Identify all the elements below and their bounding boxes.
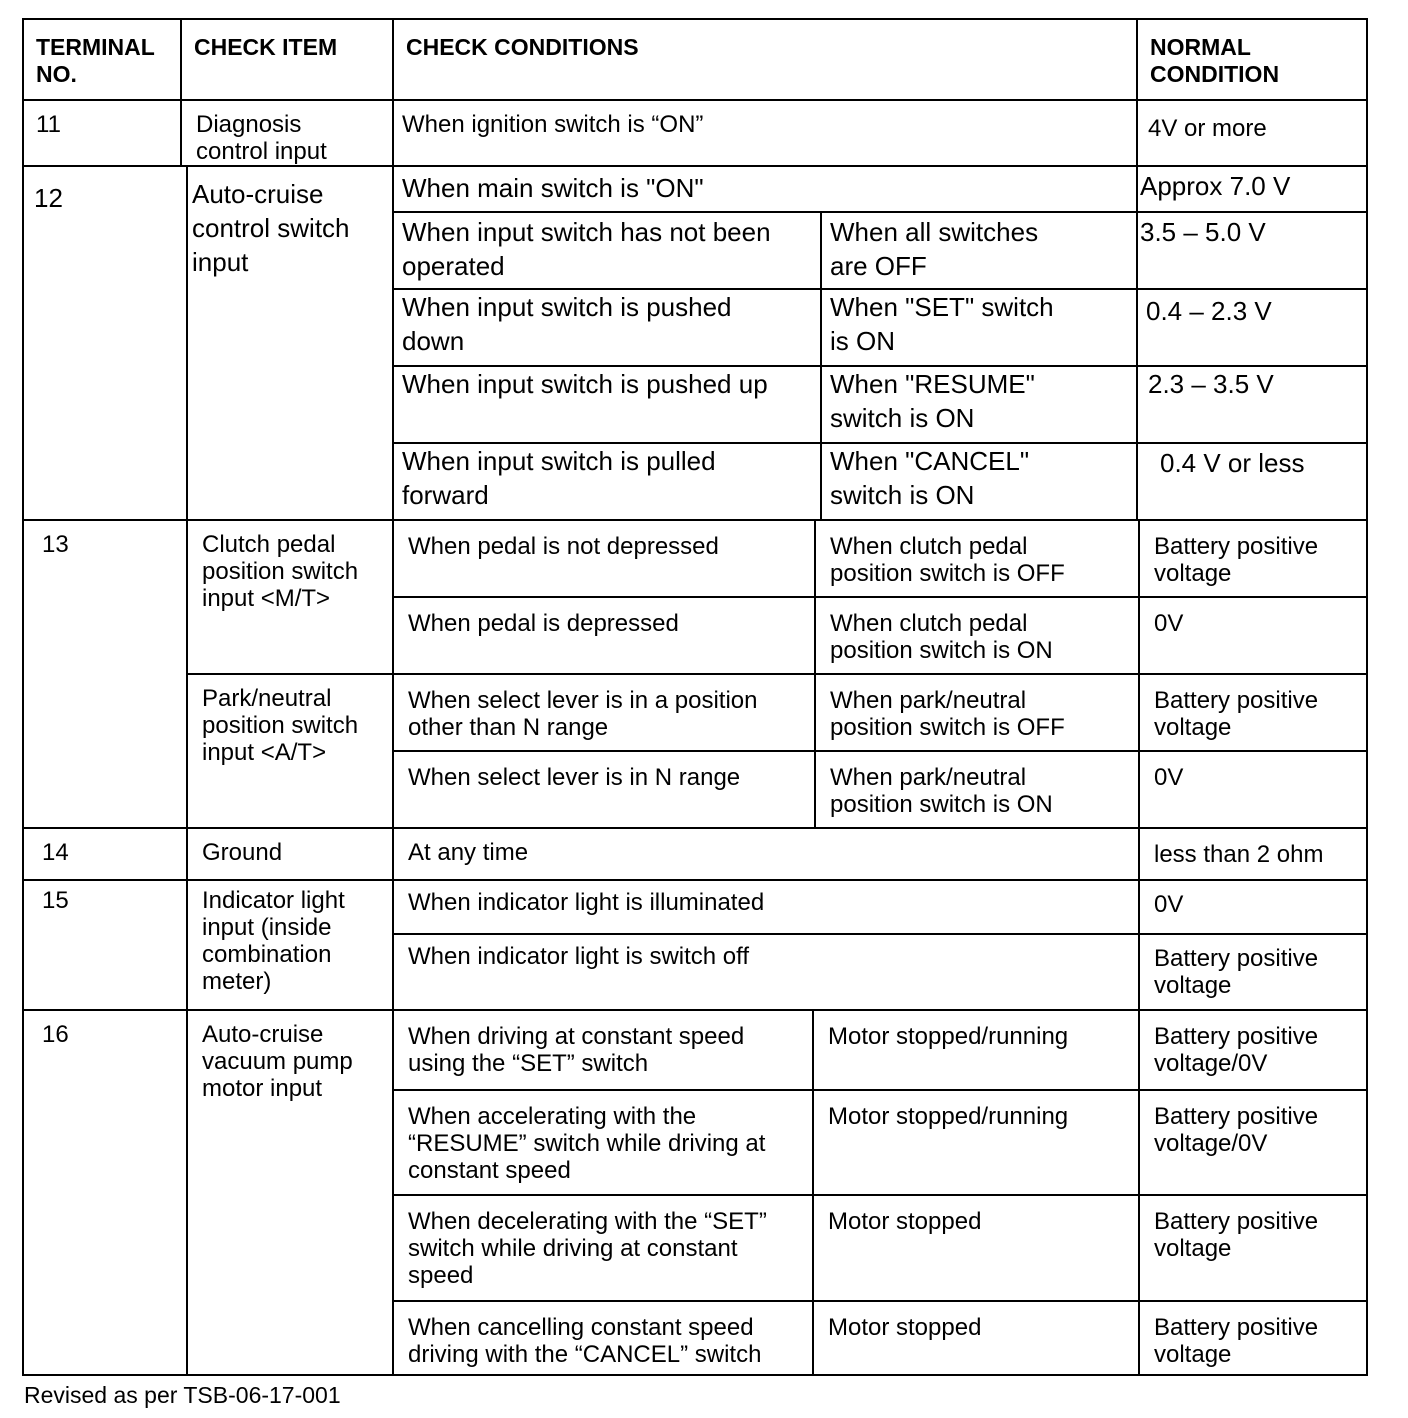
condition-t13-r4: When select lever is in N range xyxy=(392,750,816,829)
condition-t12-r3: When input switch is pushed down xyxy=(392,288,822,367)
check-item-vacuum-pump: Auto-cruise vacuum pump motor input xyxy=(186,1009,394,1376)
header-terminal-no: TERMINAL NO. xyxy=(22,18,182,101)
switch-t16-r1: Motor stopped/running xyxy=(812,1009,1140,1091)
switch-t12-r5: When "CANCEL" switch is ON xyxy=(820,442,1138,521)
normal-t11-r1: 4V or more xyxy=(1136,99,1368,167)
condition-t13-r3: When select lever is in a position other than N range xyxy=(392,673,816,752)
check-item-clutch-pedal: Clutch pedal position switch input <M/T> xyxy=(186,519,394,675)
switch-t13-r2: When clutch pedal position switch is ON xyxy=(814,596,1140,675)
condition-t12-r5: When input switch is pulled forward xyxy=(392,442,822,521)
condition-t15-r2: When indicator light is switch off xyxy=(392,933,1140,1011)
switch-t13-r4: When park/neutral position switch is ON xyxy=(814,750,1140,829)
normal-t13-r3: Battery positive voltage xyxy=(1138,673,1368,752)
normal-t12-r5: 0.4 V or less xyxy=(1136,442,1368,521)
condition-t16-r2: When accelerating with the “RESUME” switch while driving at constant speed xyxy=(392,1089,814,1196)
check-item-diagnosis: Diagnosis control input xyxy=(180,99,394,167)
normal-t16-r4: Battery positive voltage xyxy=(1138,1300,1368,1376)
condition-t13-r1: When pedal is not depressed xyxy=(392,519,816,598)
terminal-13: 13 xyxy=(22,519,188,829)
normal-t12-r3: 0.4 – 2.3 V xyxy=(1136,288,1368,367)
terminal-16: 16 xyxy=(22,1009,188,1376)
check-item-indicator-light: Indicator light input (inside combination meter) xyxy=(186,879,394,1011)
normal-t16-r2: Battery positive voltage/0V xyxy=(1138,1089,1368,1196)
condition-t11-r1: When ignition switch is “ON” xyxy=(392,99,1138,167)
check-item-park-neutral: Park/neutral position switch input <A/T> xyxy=(186,673,394,829)
header-normal-condition: NORMAL CONDITION xyxy=(1136,18,1368,101)
switch-t13-r1: When clutch pedal position switch is OFF xyxy=(814,519,1140,598)
switch-t12-r2: When all switches are OFF xyxy=(820,211,1138,290)
terminal-14: 14 xyxy=(22,827,188,881)
switch-t12-r3: When "SET" switch is ON xyxy=(820,288,1138,367)
condition-t12-r4: When input switch is pushed up xyxy=(392,365,822,444)
terminal-15: 15 xyxy=(22,879,188,1011)
condition-t12-r2: When input switch has not been operated xyxy=(392,211,822,290)
condition-t16-r1: When driving at constant speed using the “SET” switch xyxy=(392,1009,814,1091)
switch-t13-r3: When park/neutral position switch is OFF xyxy=(814,673,1140,752)
header-check-conditions: CHECK CONDITIONS xyxy=(392,18,1138,101)
normal-t12-r4: 2.3 – 3.5 V xyxy=(1136,365,1368,444)
terminal-11: 11 xyxy=(22,99,182,167)
normal-t16-r3: Battery positive voltage xyxy=(1138,1194,1368,1302)
switch-t12-r4: When "RESUME" switch is ON xyxy=(820,365,1138,444)
condition-t13-r2: When pedal is depressed xyxy=(392,596,816,675)
switch-t16-r2: Motor stopped/running xyxy=(812,1089,1140,1196)
switch-t16-r4: Motor stopped xyxy=(812,1300,1140,1376)
condition-t12-r1: When main switch is "ON" xyxy=(392,165,1138,213)
condition-t14-r1: At any time xyxy=(392,827,1140,881)
normal-t15-r1: 0V xyxy=(1138,879,1368,935)
switch-t16-r3: Motor stopped xyxy=(812,1194,1140,1302)
terminal-12: 12 xyxy=(22,165,188,521)
check-item-ground: Ground xyxy=(186,827,394,881)
condition-t16-r4: When cancelling constant speed driving with the “CANCEL” switch xyxy=(392,1300,814,1376)
header-check-item: CHECK ITEM xyxy=(180,18,394,101)
normal-t12-r1: Approx 7.0 V xyxy=(1136,165,1368,213)
condition-t15-r1: When indicator light is illuminated xyxy=(392,879,1140,935)
normal-t13-r2: 0V xyxy=(1138,596,1368,675)
normal-t13-r4: 0V xyxy=(1138,750,1368,829)
normal-t13-r1: Battery positive voltage xyxy=(1138,519,1368,598)
normal-t16-r1: Battery positive voltage/0V xyxy=(1138,1009,1368,1091)
normal-t14-r1: less than 2 ohm xyxy=(1138,827,1368,881)
check-item-auto-cruise-switch: Auto-cruise control switch input xyxy=(186,165,394,521)
normal-t15-r2: Battery positive voltage xyxy=(1138,933,1368,1011)
revision-note: Revised as per TSB-06-17-001 xyxy=(24,1382,341,1408)
normal-t12-r2: 3.5 – 5.0 V xyxy=(1136,211,1368,290)
condition-t16-r3: When decelerating with the “SET” switch while driving at constant speed xyxy=(392,1194,814,1302)
